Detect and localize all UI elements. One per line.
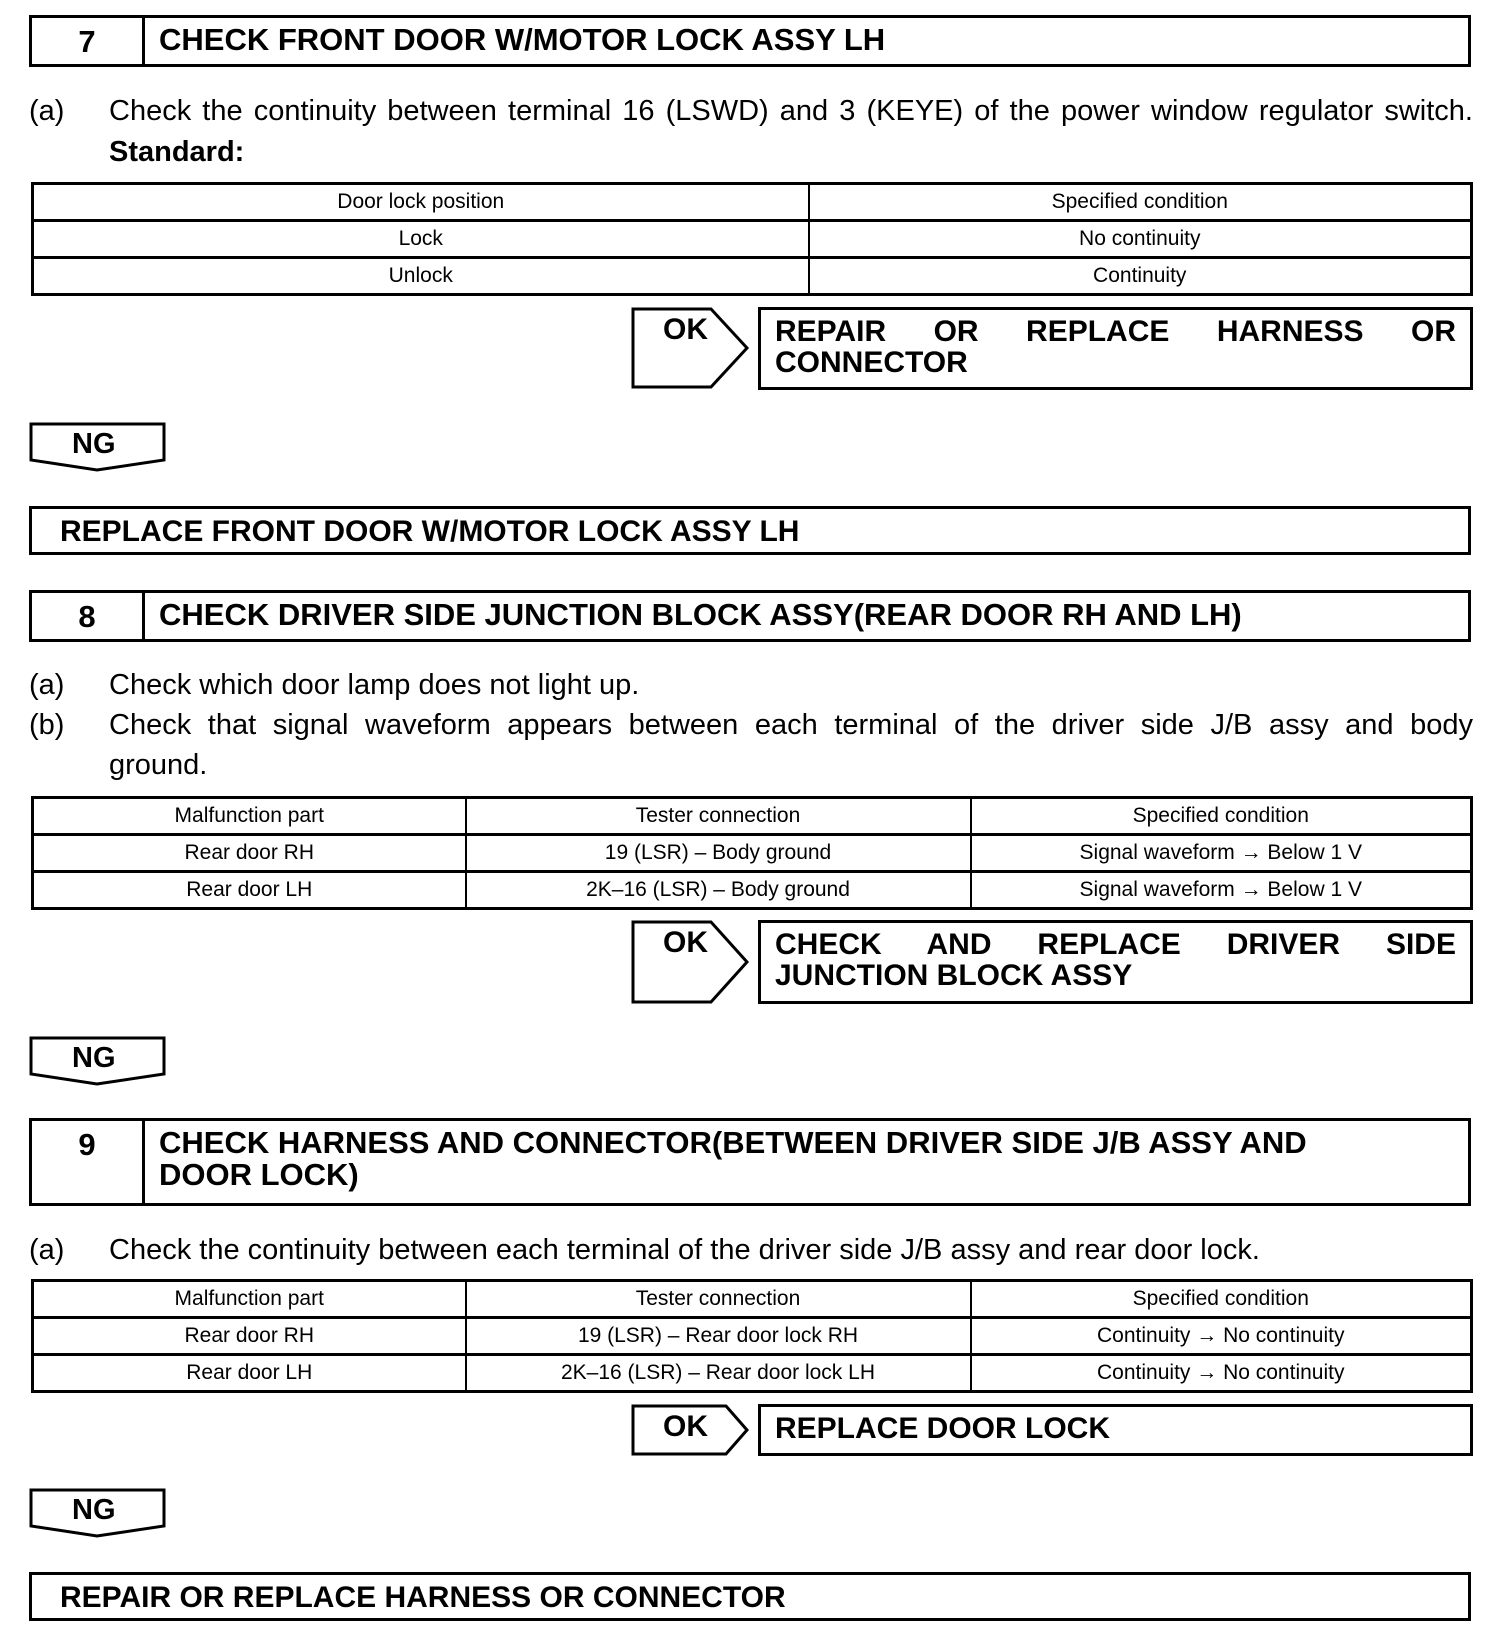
item-label: (a) xyxy=(29,669,65,701)
table-row xyxy=(33,1318,1472,1355)
step-number: 8 xyxy=(32,593,145,639)
step-title-line: CHECK HARNESS AND CONNECTOR(BETWEEN DRIVER SIDE J/B ASSY AND xyxy=(159,1125,1307,1160)
step-9-header xyxy=(29,1118,1471,1206)
table-header: Specified condition xyxy=(971,798,1472,835)
step-title-line: DOOR LOCK) xyxy=(159,1157,359,1192)
ng-label: NG xyxy=(72,428,116,460)
step-title: CHECK FRONT DOOR W/MOTOR LOCK ASSY LH xyxy=(159,22,886,57)
item-text: Check the continuity between each terminal of the driver side J/B assy and rear door lock. xyxy=(109,1234,1260,1266)
ok-result-box xyxy=(758,920,1473,1004)
result-text: JUNCTION BLOCK ASSY xyxy=(775,959,1133,992)
ng-arrow xyxy=(29,422,167,472)
step-7-table xyxy=(31,182,1473,296)
step-9-table xyxy=(31,1279,1473,1393)
ng-arrow xyxy=(29,1488,167,1538)
item-text: Check that signal waveform appears between each terminal of the driver side J/B assy and body xyxy=(109,709,1473,741)
item-label: (a) xyxy=(29,1234,65,1266)
step-8-b xyxy=(29,709,1473,742)
table-cell: Rear door LH xyxy=(33,1355,466,1392)
step-7-a xyxy=(29,95,1473,128)
ok-label: OK xyxy=(663,926,708,959)
table-cell: No continuity xyxy=(809,221,1472,258)
step-8-table xyxy=(31,796,1473,910)
table-row xyxy=(33,221,1472,258)
table-cell: 2K–16 (LSR) – Rear door lock LH xyxy=(466,1355,971,1392)
ng-result-box: REPLACE FRONT DOOR W/MOTOR LOCK ASSY LH xyxy=(29,506,1471,555)
step-7-header xyxy=(29,15,1471,67)
table-cell: Continuity xyxy=(809,258,1472,295)
table-header: Malfunction part xyxy=(33,798,466,835)
result-text: CONNECTOR xyxy=(775,346,968,379)
ok-label: OK xyxy=(663,1410,708,1443)
table-row xyxy=(33,835,1472,872)
table-header: Tester connection xyxy=(466,798,971,835)
result-text: CHECK AND REPLACE DRIVER SIDE xyxy=(775,928,1456,961)
table-cell: Rear door LH xyxy=(33,872,466,909)
item-text: Check the continuity between terminal 16 (LSWD) and 3 (KEYE) of the power window regulator switch. xyxy=(109,95,1473,127)
item-text: Check which door lamp does not light up. xyxy=(109,669,640,701)
step-8-header xyxy=(29,590,1471,642)
table-cell: Lock xyxy=(33,221,809,258)
table-cell: Signal waveform → Below 1 V xyxy=(971,835,1472,872)
table-cell: Continuity → No continuity xyxy=(971,1318,1472,1355)
table-header: Specified condition xyxy=(971,1281,1472,1318)
table-cell: Rear door RH xyxy=(33,1318,466,1355)
table-row xyxy=(33,872,1472,909)
step-8-a xyxy=(29,669,1473,702)
ng-result-box: REPAIR OR REPLACE HARNESS OR CONNECTOR xyxy=(29,1572,1471,1621)
ng-label: NG xyxy=(72,1494,116,1526)
ok-result-box: REPLACE DOOR LOCK xyxy=(758,1404,1473,1456)
result-text: REPAIR OR REPLACE HARNESS OR xyxy=(775,315,1456,348)
table-cell: 19 (LSR) – Rear door lock RH xyxy=(466,1318,971,1355)
table-cell: Continuity → No continuity xyxy=(971,1355,1472,1392)
ok-arrow xyxy=(631,1404,751,1456)
ng-arrow xyxy=(29,1036,167,1086)
ok-label: OK xyxy=(663,313,708,346)
table-header: Tester connection xyxy=(466,1281,971,1318)
ng-label: NG xyxy=(72,1042,116,1074)
table-header: Malfunction part xyxy=(33,1281,466,1318)
step-9-a xyxy=(29,1234,1473,1267)
table-row xyxy=(33,1355,1472,1392)
standard-label: Standard: xyxy=(109,136,245,168)
item-label: (a) xyxy=(29,95,65,127)
step-title xyxy=(145,1121,1468,1203)
table-header: Door lock position xyxy=(33,184,809,221)
table-cell: Signal waveform → Below 1 V xyxy=(971,872,1472,909)
step-title: CHECK DRIVER SIDE JUNCTION BLOCK ASSY(REAR DOOR RH AND LH) xyxy=(159,597,1242,632)
item-label: (b) xyxy=(29,709,65,741)
table-header: Specified condition xyxy=(809,184,1472,221)
ok-arrow xyxy=(631,920,751,1004)
table-cell: Rear door RH xyxy=(33,835,466,872)
ok-result-box xyxy=(758,307,1473,390)
item-text: ground. xyxy=(109,749,208,781)
table-cell: Unlock xyxy=(33,258,809,295)
table-cell: 19 (LSR) – Body ground xyxy=(466,835,971,872)
table-row xyxy=(33,258,1472,295)
ok-arrow xyxy=(631,307,751,389)
table-cell: 2K–16 (LSR) – Body ground xyxy=(466,872,971,909)
step-number: 7 xyxy=(32,18,145,64)
step-number: 9 xyxy=(32,1121,145,1203)
